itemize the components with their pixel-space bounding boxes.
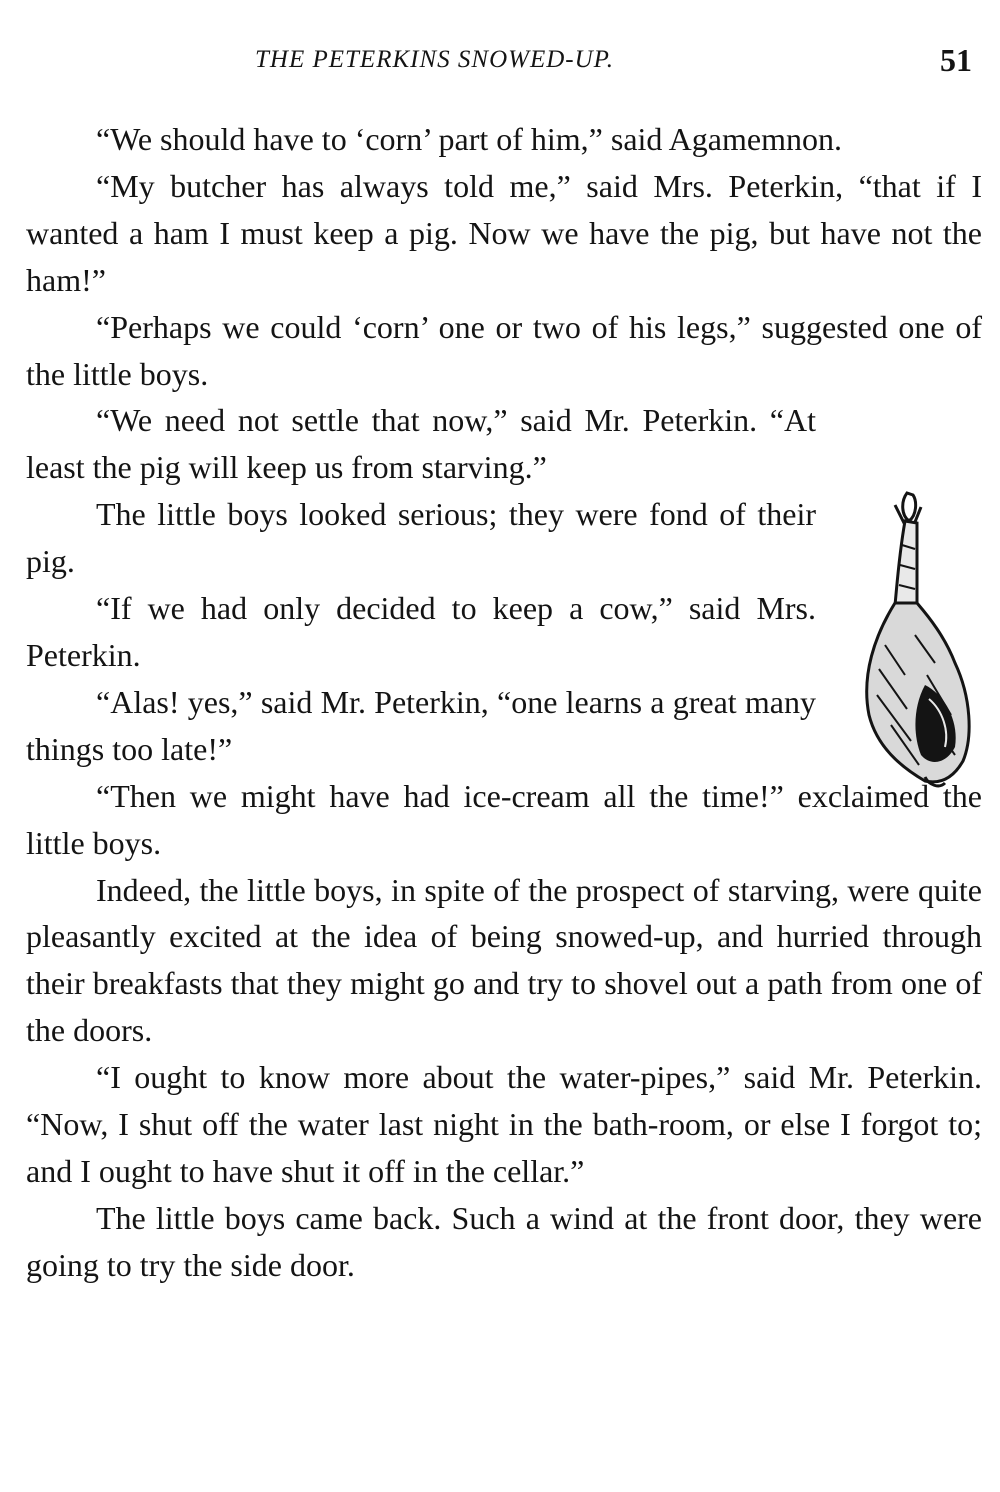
hanging-ham-icon — [855, 485, 980, 790]
paragraph: The little boys came back. Such a wind at the front door, they were going to try the side door. — [26, 1199, 982, 1283]
paragraph: “My butcher has always told me,” said Mrs. Peterkin, “that if I wanted a ham I must keep a pig. Now we have the pig, but have not the ham!” — [26, 167, 982, 298]
paragraph: The little boys looked serious; they were fond of their pig. — [26, 496, 816, 580]
paragraph: Indeed, the little boys, in spite of the prospect of starving, were quite pleasantly excited at the idea of being snowed-up, and hurried through their breakfasts that they might go and try to shovel out a path from one of the doors. — [26, 871, 982, 1049]
running-title: THE PETERKINS SNOWED-UP. — [255, 46, 614, 73]
paragraph: “We should have to ‘corn’ part of him,” said Agamemnon. — [96, 121, 842, 157]
paragraph: “Alas! yes,” said Mr. Peterkin, “one learns a great many things too late!” — [26, 683, 816, 767]
paragraph: “If we had only decided to keep a cow,” said Mrs. Peterkin. — [26, 590, 816, 673]
paragraph: “I ought to know more about the water-pipes,” said Mr. Peterkin. “Now, I shut off the water last night in the bath-room, or else I forgot to; and I ought to have shut it off in the cellar.” — [26, 1059, 982, 1189]
page-number: 51 — [940, 42, 972, 78]
paragraph: “Then we might have had ice-cream all the time!” exclaimed the little boys. — [26, 777, 982, 861]
page-header — [0, 42, 1000, 86]
body-text — [26, 116, 982, 1289]
paragraph: “Perhaps we could ‘corn’ one or two of his legs,” suggested one of the little boys. — [26, 308, 982, 392]
paragraph: “We need not settle that now,” said Mr. Peterkin. “At least the pig will keep us from starving.” — [26, 402, 816, 486]
